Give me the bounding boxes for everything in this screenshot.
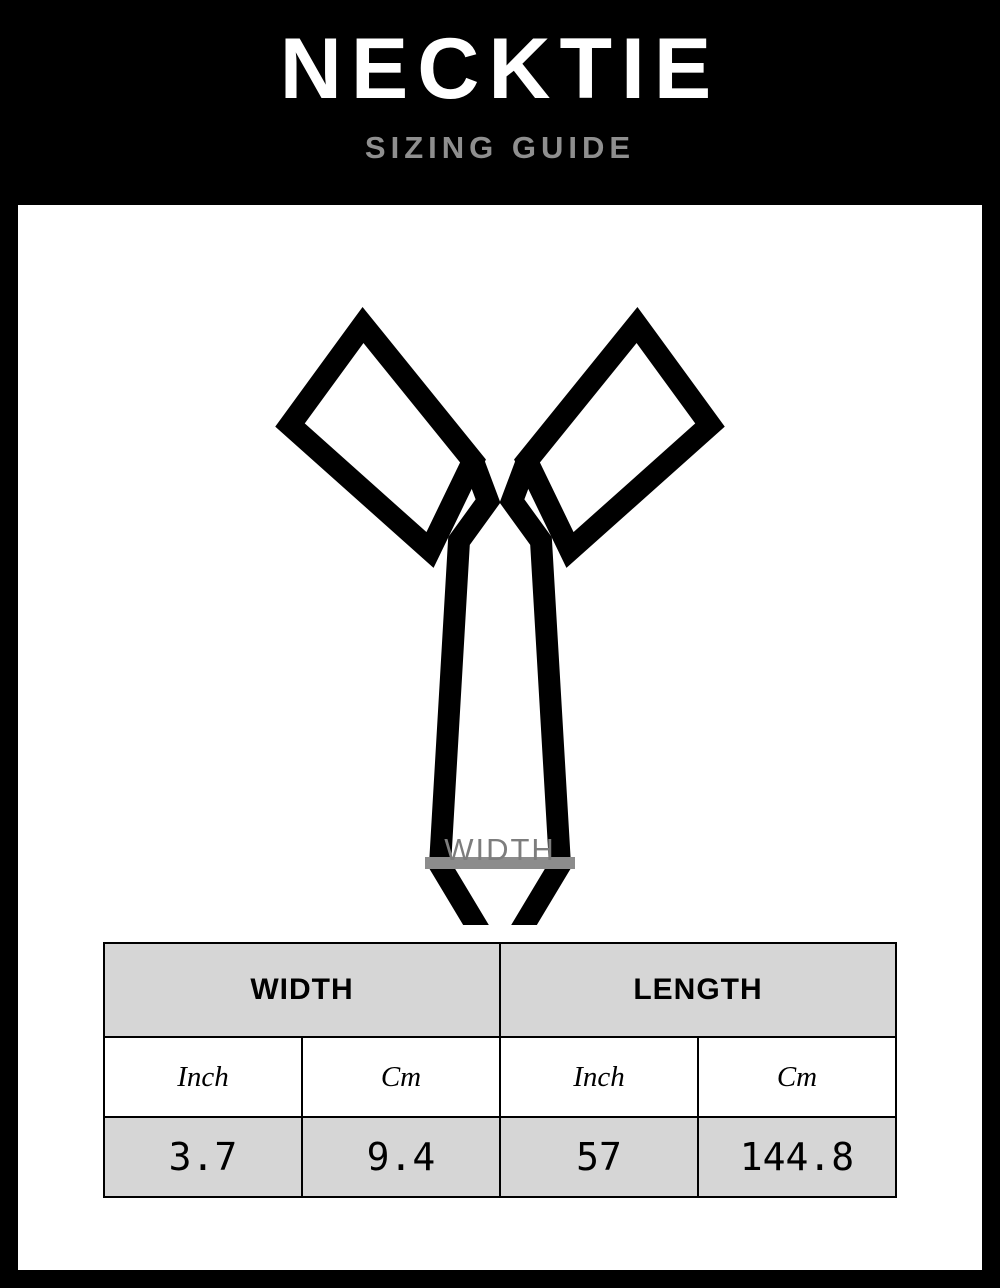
collar-right-shape (527, 325, 710, 550)
value-width-inch: 3.7 (104, 1117, 302, 1197)
unit-width-inch: Inch (104, 1037, 302, 1117)
unit-width-cm: Cm (302, 1037, 500, 1117)
table-row-values (104, 1117, 896, 1197)
unit-length-cm: Cm (698, 1037, 896, 1117)
column-group-width: WIDTH (104, 943, 500, 1037)
collar-left-shape (290, 325, 473, 550)
table-row-group-headers (104, 943, 896, 1037)
size-table-container (103, 942, 897, 1198)
column-group-length: LENGTH (500, 943, 896, 1037)
necktie-icon (18, 265, 982, 925)
value-width-cm: 9.4 (302, 1117, 500, 1197)
page-title: NECKTIE (279, 21, 721, 117)
unit-length-inch: Inch (500, 1037, 698, 1117)
header (0, 0, 1000, 205)
page-subtitle: SIZING GUIDE (364, 130, 636, 165)
size-table (103, 942, 897, 1198)
width-caption: WIDTH (444, 832, 556, 867)
content-panel (18, 205, 982, 1270)
value-length-inch: 57 (500, 1117, 698, 1197)
value-length-cm: 144.8 (698, 1117, 896, 1197)
necktie-illustration (18, 265, 982, 925)
table-row-units (104, 1037, 896, 1117)
